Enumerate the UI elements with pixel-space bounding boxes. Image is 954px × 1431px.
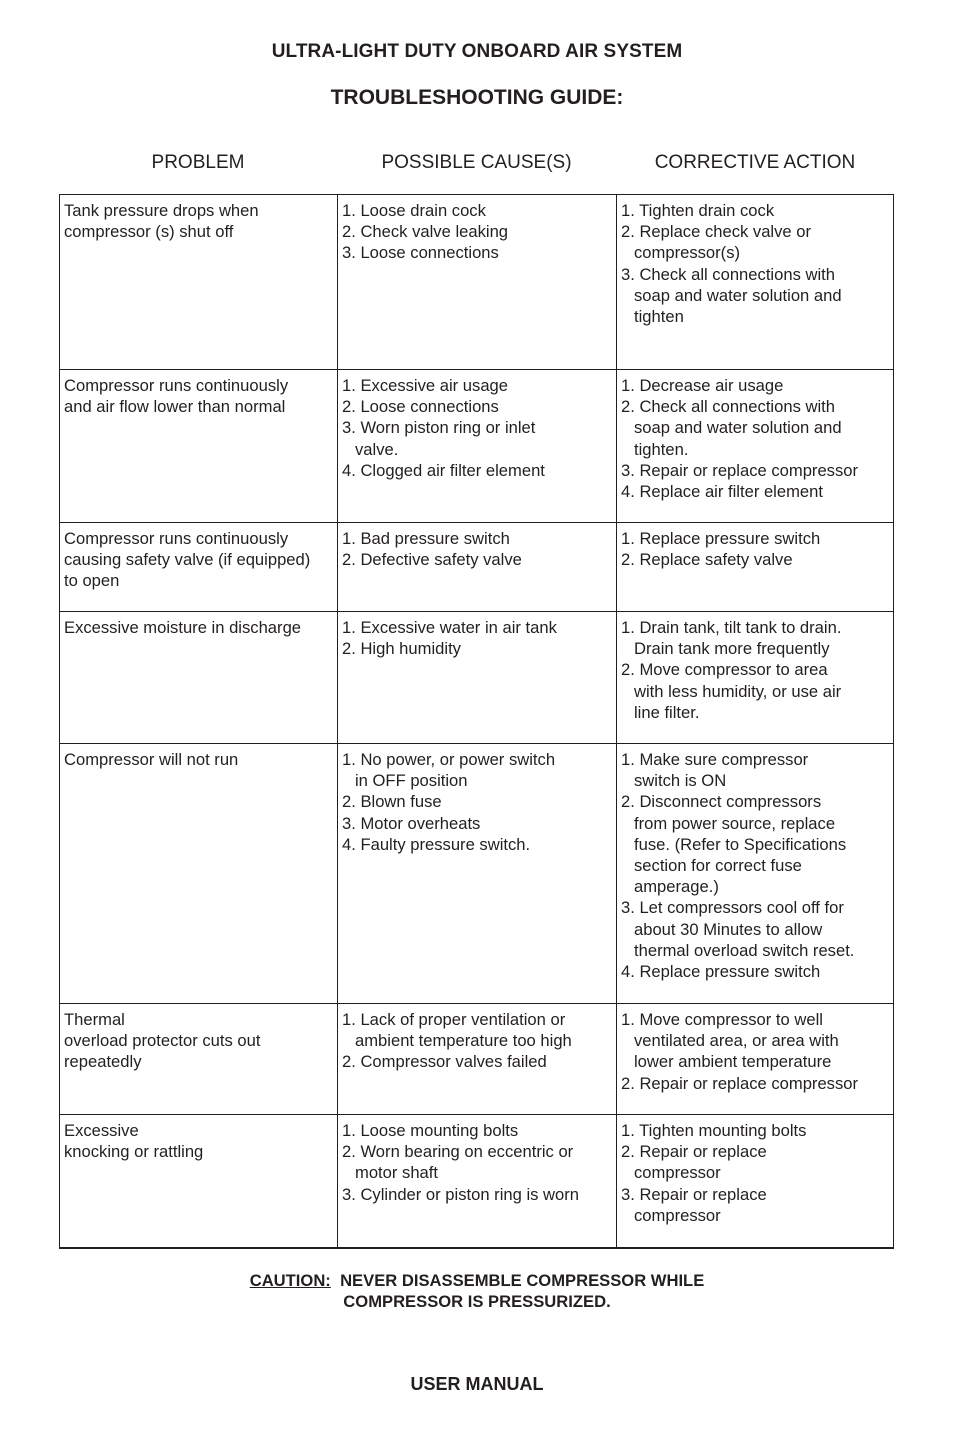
caution-notice — [0, 1270, 954, 1312]
action-line: 3. Check all connections with — [621, 264, 835, 284]
cause-line: 2. Worn bearing on eccentric or — [342, 1142, 574, 1162]
troubleshooting-table — [59, 194, 894, 1249]
action-line: from power source, replace — [634, 813, 836, 833]
action-line: amperage.) — [634, 877, 719, 897]
cause-line: 1. Lack of proper ventilation or — [342, 1010, 566, 1029]
cause-line: motor shaft — [355, 1163, 439, 1183]
action-line: 2. Repair or replace — [621, 1142, 767, 1162]
action-line: section for correct fuse — [634, 856, 802, 876]
action-line: 4. Replace pressure switch — [621, 962, 821, 982]
cause-line: 1. No power, or power switch — [342, 750, 556, 769]
action-line: ventilated area, or area with — [634, 1031, 839, 1051]
action-line: fuse. (Refer to Specifications — [634, 834, 847, 854]
problem-line: knocking or rattling — [64, 1142, 204, 1162]
cause-line: 2. Defective safety valve — [342, 550, 522, 570]
action-line: compressor — [634, 1205, 721, 1225]
problem-line: to open — [64, 571, 120, 591]
problem-line: overload protector cuts out — [64, 1031, 261, 1051]
action-line: 1. Decrease air usage — [621, 376, 784, 395]
problem-cell — [60, 1115, 338, 1247]
problem-line: Compressor runs continuously — [64, 529, 289, 548]
action-cell — [617, 523, 893, 611]
table-row — [60, 1115, 893, 1247]
problem-line: and air flow lower than normal — [64, 397, 286, 417]
column-header-causes: POSSIBLE CAUSE(S) — [381, 152, 572, 173]
table-row — [60, 1004, 893, 1115]
cause-cell — [338, 1004, 617, 1114]
footer-label: USER MANUAL — [410, 1374, 544, 1394]
action-line: thermal overload switch reset. — [634, 940, 855, 960]
cause-line: valve. — [355, 439, 399, 459]
action-line: 2. Replace check valve or — [621, 222, 812, 242]
problem-line: Compressor will not run — [64, 750, 239, 769]
problem-line: compressor (s) shut off — [64, 222, 234, 242]
action-line: 3. Repair or replace compressor — [621, 460, 859, 480]
problem-line: repeatedly — [64, 1052, 142, 1072]
action-cell — [617, 612, 893, 743]
cause-line: 2. Compressor valves failed — [342, 1052, 547, 1072]
column-header-problem: PROBLEM — [151, 152, 245, 173]
action-line: switch is ON — [634, 771, 727, 791]
cause-line: 2. Check valve leaking — [342, 222, 509, 242]
cause-line: 3. Motor overheats — [342, 813, 481, 833]
action-cell — [617, 370, 893, 522]
cause-line: 1. Loose drain cock — [342, 201, 486, 220]
cause-line: in OFF position — [355, 771, 468, 791]
problem-cell — [60, 1004, 338, 1114]
action-line: 3. Let compressors cool off for — [621, 898, 844, 918]
action-line: 1. Move compressor to well — [621, 1010, 823, 1029]
cause-cell — [338, 370, 617, 522]
problem-cell — [60, 612, 338, 743]
action-cell — [617, 195, 893, 369]
action-line: 1. Replace pressure switch — [621, 529, 821, 548]
problem-cell — [60, 195, 338, 369]
cause-line: 4. Clogged air filter element — [342, 460, 545, 480]
action-line: 1. Tighten drain cock — [621, 201, 775, 220]
action-line: 3. Repair or replace — [621, 1184, 767, 1204]
action-line: soap and water solution and — [634, 285, 842, 305]
action-line: 1. Drain tank, tilt tank to drain. — [621, 618, 842, 637]
cause-cell — [338, 744, 617, 1003]
action-line: tighten — [634, 307, 684, 327]
cause-cell — [338, 1115, 617, 1247]
cause-cell — [338, 195, 617, 369]
problem-line: Excessive moisture in discharge — [64, 618, 302, 637]
caution-label: CAUTION: — [249, 1271, 331, 1290]
cause-line: 1. Loose mounting bolts — [342, 1121, 519, 1140]
problem-line: Excessive — [64, 1121, 139, 1140]
action-line: compressor(s) — [634, 243, 741, 263]
table-row — [60, 744, 893, 1004]
action-line: 4. Replace air filter element — [621, 482, 823, 502]
action-line: compressor — [634, 1163, 721, 1183]
table-row — [60, 195, 893, 370]
problem-cell — [60, 523, 338, 611]
action-line: soap and water solution and — [634, 418, 842, 438]
action-line: line filter. — [634, 702, 700, 722]
problem-cell — [60, 744, 338, 1003]
action-line: 1. Make sure compressor — [621, 750, 809, 769]
action-line: 1. Tighten mounting bolts — [621, 1121, 807, 1140]
cause-line: 2. Loose connections — [342, 397, 499, 417]
action-line: 2. Check all connections with — [621, 397, 835, 417]
action-cell — [617, 744, 893, 1003]
document-title: ULTRA-LIGHT DUTY ONBOARD AIR SYSTEM — [271, 41, 683, 62]
action-line: 2. Move compressor to area — [621, 660, 828, 680]
problem-line: Tank pressure drops when — [64, 201, 259, 220]
cause-line: 2. Blown fuse — [342, 792, 442, 812]
action-cell — [617, 1004, 893, 1114]
action-line: 2. Repair or replace compressor — [621, 1073, 859, 1093]
problem-line: Compressor runs continuously — [64, 376, 289, 395]
caution-line-2: COMPRESSOR IS PRESSURIZED. — [343, 1292, 611, 1311]
column-header-actions: CORRECTIVE ACTION — [654, 152, 856, 173]
cause-line: 1. Excessive air usage — [342, 376, 509, 395]
caution-line-1: NEVER DISASSEMBLE COMPRESSOR WHILE — [340, 1271, 705, 1290]
action-line: 2. Replace safety valve — [621, 550, 793, 570]
table-row — [60, 523, 893, 612]
cause-line: 4. Faulty pressure switch. — [342, 834, 531, 854]
cause-cell — [338, 612, 617, 743]
action-line: tighten. — [634, 439, 689, 459]
table-row — [60, 370, 893, 523]
problem-line: causing safety valve (if equipped) — [64, 550, 311, 570]
problem-line: Thermal — [64, 1010, 125, 1029]
cause-line: 3. Cylinder or piston ring is worn — [342, 1184, 580, 1204]
action-line: with less humidity, or use air — [634, 681, 842, 701]
action-line: Drain tank more frequently — [634, 639, 830, 659]
problem-cell — [60, 370, 338, 522]
cause-line: ambient temperature too high — [355, 1031, 572, 1051]
cause-cell — [338, 523, 617, 611]
cause-line: 3. Worn piston ring or inlet — [342, 418, 536, 438]
action-line: about 30 Minutes to allow — [634, 919, 823, 939]
cause-line: 3. Loose connections — [342, 243, 499, 263]
action-line: lower ambient temperature — [634, 1052, 832, 1072]
action-line: 2. Disconnect compressors — [621, 792, 822, 812]
table-row — [60, 612, 893, 744]
cause-line: 1. Excessive water in air tank — [342, 618, 557, 637]
section-title: TROUBLESHOOTING GUIDE: — [330, 86, 624, 109]
cause-line: 2. High humidity — [342, 639, 461, 659]
action-cell — [617, 1115, 893, 1247]
cause-line: 1. Bad pressure switch — [342, 529, 510, 548]
